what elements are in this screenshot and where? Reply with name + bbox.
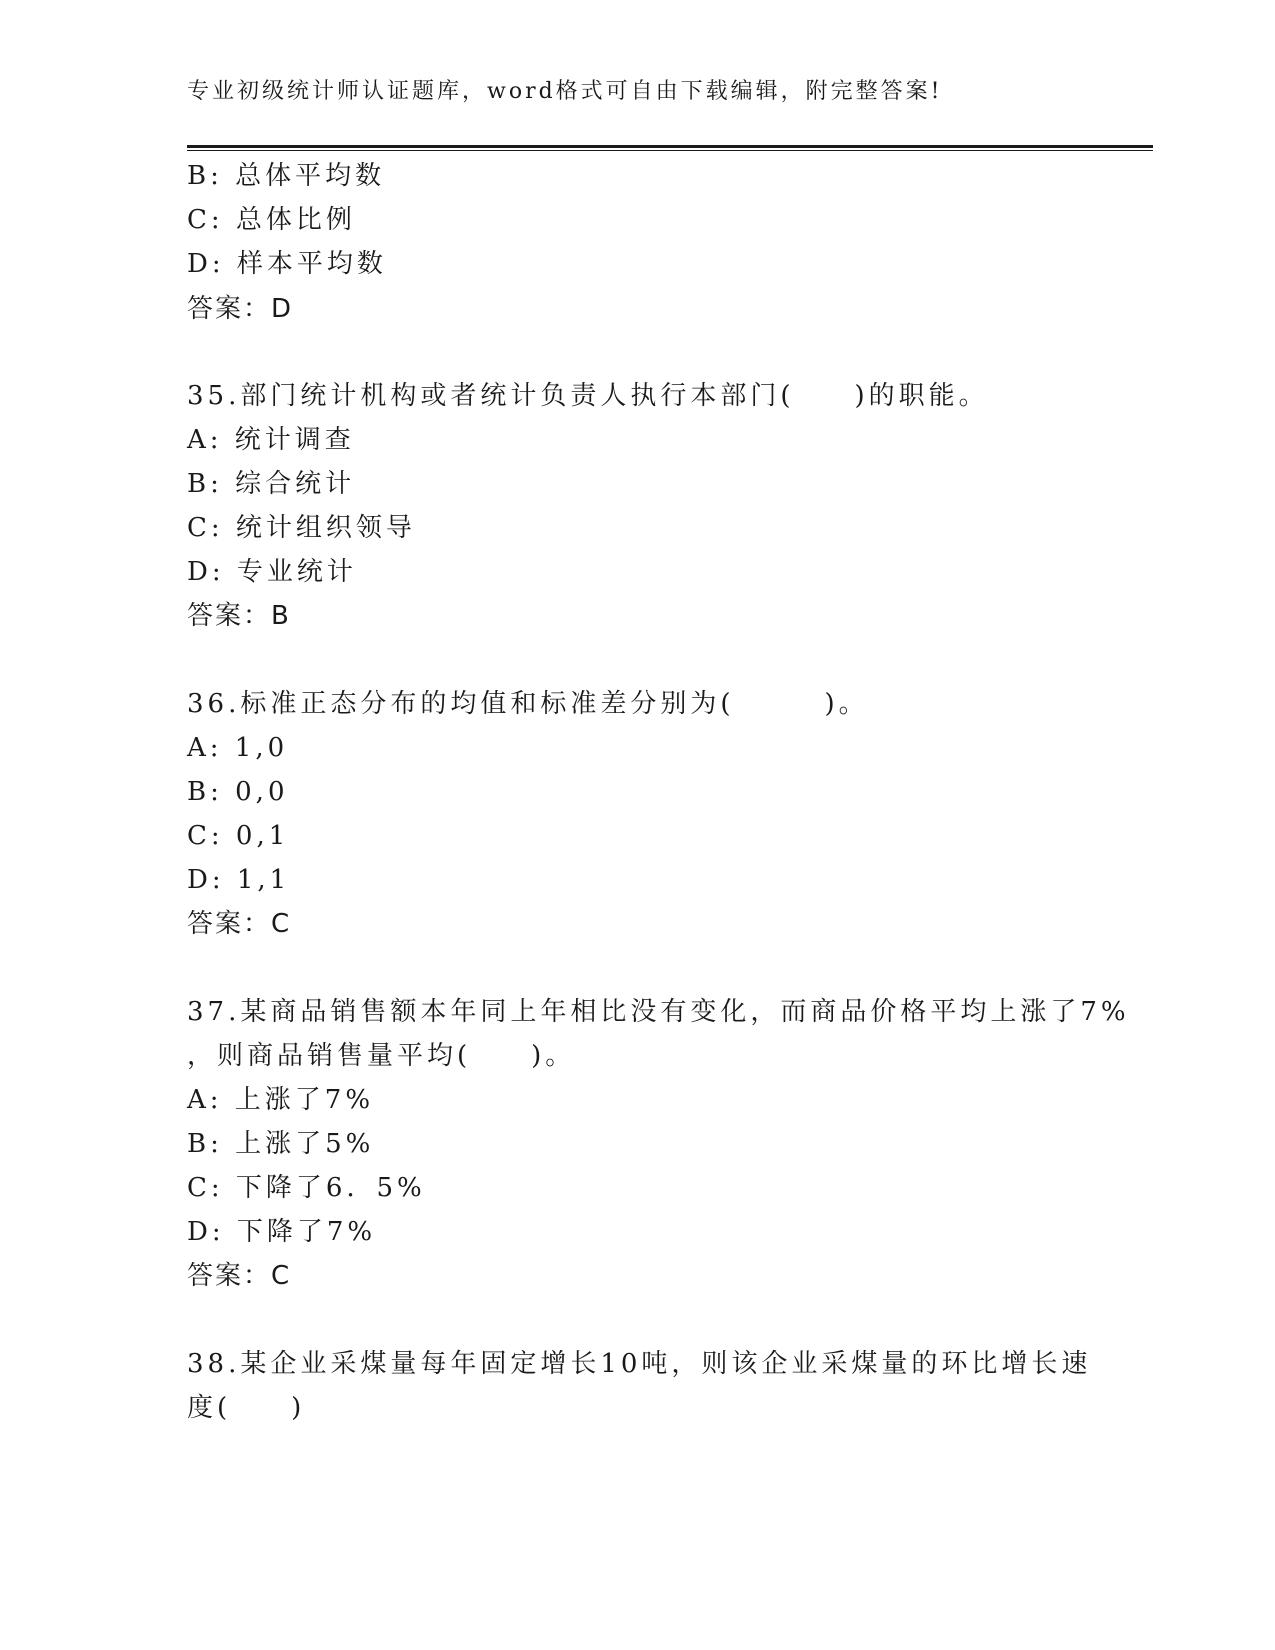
header-text: 专业初级统计师认证题库，word格式可自由下载编辑，附完整答案! [187, 79, 943, 104]
option-b: B: 综合统计 [187, 469, 356, 499]
option-b: B: 总体平均数 [187, 161, 386, 191]
question-stem: 38.某企业采煤量每年固定增长10吨，则该企业采煤量的环比增长速 [187, 1349, 1092, 1379]
option-b: B: 0,0 [187, 777, 289, 807]
option-d: D: 样本平均数 [187, 249, 387, 279]
question-stem: 35.部门统计机构或者统计负责人执行本部门( )的职能。 [187, 381, 989, 411]
question-stem-continued: 度( ) [187, 1393, 306, 1423]
header-divider [187, 145, 1153, 151]
option-d: D: 下降了7% [187, 1217, 377, 1247]
option-d: D: 专业统计 [187, 557, 357, 587]
option-b: B: 上涨了5% [187, 1129, 375, 1159]
question-stem-continued: ，则商品销售量平均( )。 [187, 1041, 576, 1071]
question-stem: 37.某商品销售额本年同上年相比没有变化，而商品价格平均上涨了7% [187, 997, 1130, 1027]
option-c: C: 统计组织领导 [187, 513, 416, 543]
option-c: C: 0,1 [187, 821, 290, 851]
option-a: A: 上涨了7% [187, 1085, 375, 1115]
option-a: A: 统计调查 [187, 425, 355, 455]
option-d: D: 1,1 [187, 865, 291, 895]
answer: 答案：C [187, 1261, 292, 1291]
answer: 答案：B [187, 601, 291, 631]
answer: 答案：C [187, 909, 292, 939]
option-c: C: 总体比例 [187, 205, 356, 235]
answer: 答案：D [187, 294, 294, 324]
option-c: C: 下降了6．5% [187, 1173, 426, 1203]
option-a: A: 1,0 [187, 733, 289, 763]
question-stem: 36.标准正态分布的均值和标准差分别为( )。 [187, 689, 869, 719]
